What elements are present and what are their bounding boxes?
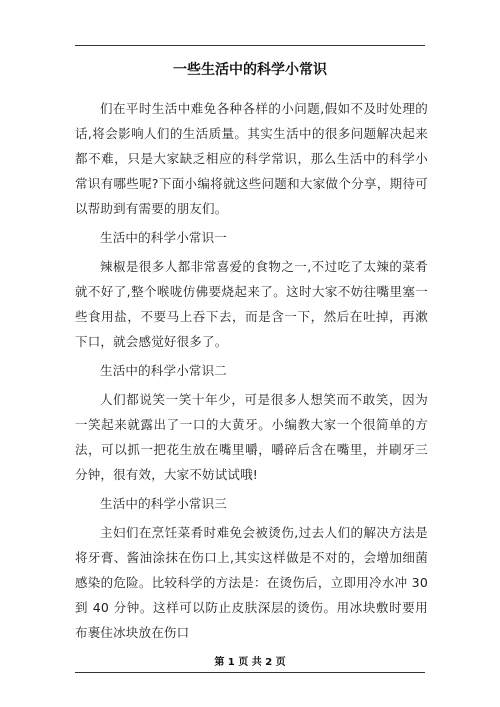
page-footer: 第 1 页 共 2 页 [214,657,286,668]
section-heading-1: 生活中的科学小常识一 [100,230,228,245]
section-heading-3: 生活中的科学小常识三 [100,496,228,511]
section-paragraph-3: 主妇们在烹饪菜肴时难免会被烫伤,过去人们的解决方法是将牙膏、酱油涂抹在伤口上,其实这样做是不对的，会增加细菌感染的危险。比较科学的方法是：在烫伤后，立即用冷水冲 30 到 40 分钟。这样可以防止皮肤深层的烫伤。用冰块敷时要用布裹住冰块放在伤口 [75,525,428,640]
section-paragraph-2: 人们都说笑一笑十年少，可是很多人想笑而不敢笑，因为一笑起来就露出了一口的大黄牙。小编教大家一个很简单的方法，可以抓一把花生放在嘴里嚼，嚼碎后含在嘴里，并刷牙三分钟，很有效，大家不妨试试哦! [75,392,428,482]
section-heading-2: 生活中的科学小常识二 [100,363,228,378]
intro-paragraph: 们在平时生活中难免各种各样的小问题,假如不及时处理的话,将会影响人们的生活质量。其实生活中的很多问题解决起来都不难，只是大家缺乏相应的科学常识，那么生活中的科学小常识有哪些呢?下面小编将就这些问题和大家做个分享，期待可以帮助到有需要的朋友们。 [75,101,428,216]
document-body [75,96,428,649]
bottom-divider [75,672,425,673]
page-title: 一些生活中的科学小常识 [173,62,327,78]
top-divider [75,45,425,46]
section-paragraph-1: 辣椒是很多人都非常喜爱的食物之一,不过吃了太辣的菜肴就不好了,整个喉咙仿佛要烧起来了。这时大家不妨往嘴里塞一些食用盐，不要马上吞下去，而是含一下，然后在吐掉，再漱下口，就会感觉好很多了。 [75,259,428,349]
